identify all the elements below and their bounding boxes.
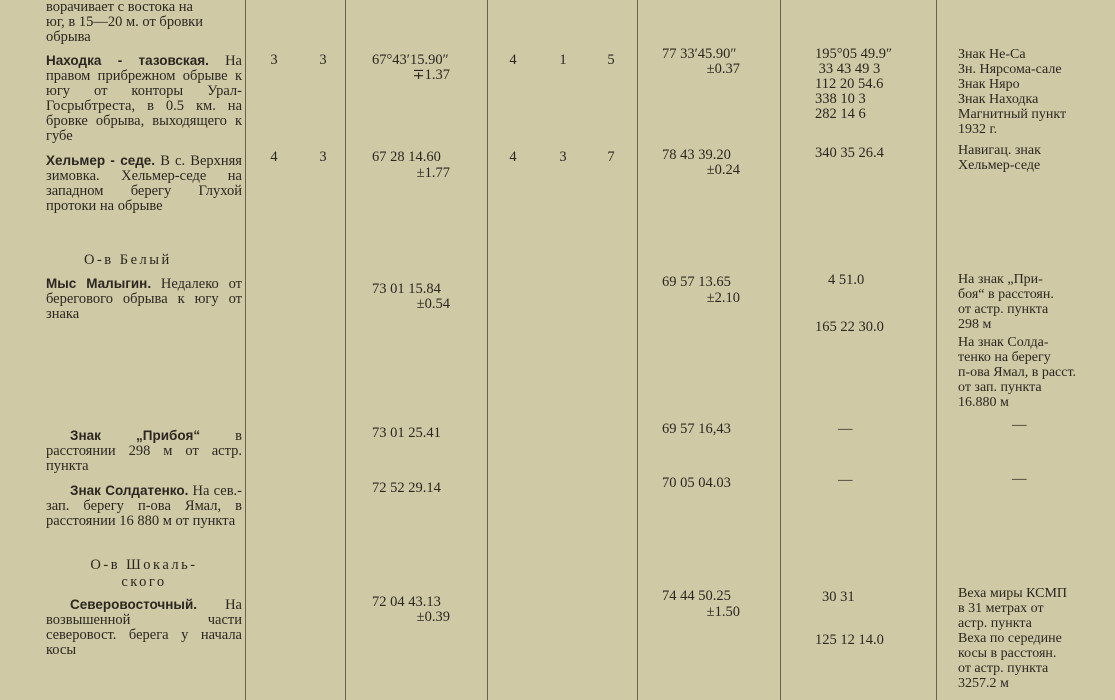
azimuth: 125 12 14.0 [815,632,884,648]
longitude-error: ±1.50 [706,604,740,620]
latitude-error: ±1.77 [416,165,450,181]
note-dash: — [1012,471,1027,487]
section-heading: О-в Шокаль- ского [90,557,198,590]
cell-c6: 7 [607,149,615,165]
latitude: 73 01 15.84 [372,281,441,297]
station-name: Находка - тазовская. [46,53,209,68]
cell-c5: 1 [559,52,567,68]
latitude: 67°43′15.90″ [372,52,449,68]
note: Навигац. знак Хельмер-седе [958,143,1041,173]
station-description: Знак „Прибоя“ в расстоянии 298 м от астр. пункта [46,428,242,474]
latitude: 67 28 14.60 [372,149,441,165]
longitude: 74 44 50.25 [662,588,731,604]
station-description: Находка - тазовская. На правом прибрежном обрыве к югу от конторы Урал-Госрыбтреста, в 0.5 км. на бровке обрыва, выходящего к губе [46,53,242,144]
column-rule [487,0,488,700]
longitude-error: ±0.24 [706,162,740,178]
cell-c5: 3 [559,149,567,165]
section-heading: О-в Белый [84,252,172,268]
cell-c2: 3 [319,52,327,68]
azimuth: 4 51.0 [828,272,865,288]
latitude: 72 52 29.14 [372,480,441,496]
station-name: Хельмер - седе. [46,153,156,168]
station-description: Мыс Малыгин. Недалеко от берегового обрыва к югу от знака [46,276,242,322]
station-description: Хельмер - седе. В с. Верхняя зимовка. Хельмер-седе на западном берегу Глухой протоки на обрыве [46,153,242,214]
note-dash: — [1012,417,1027,433]
station-description: Знак Солдатенко. На сев.-зап. берегу п-ова Ямал, в расстоянии 16 880 м от пункта [46,483,242,529]
column-rule [780,0,781,700]
longitude: 77 33′45.90″ [662,46,737,62]
latitude: 73 01 25.41 [372,425,441,441]
azimuth: 165 22 30.0 [815,319,884,335]
cell-c4: 4 [509,149,517,165]
top-fragment-text: ворачивает с востока на юг, в 15—20 м. от бровки обрыва [46,0,203,45]
latitude: 72 04 43.13 [372,594,441,610]
note: Веха миры КСМП в 31 метрах от астр. пункта [958,586,1068,631]
cell-c4: 4 [509,52,517,68]
azimuths: 340 35 26.4 [815,145,884,161]
longitude: 69 57 13.65 [662,274,731,290]
station-name: Знак Солдатенко. [70,483,189,498]
longitude: 70 05 04.03 [662,475,731,491]
column-rule [245,0,246,700]
longitude: 69 57 16,43 [662,421,731,437]
station-name: Мыс Малыгин. [46,276,152,291]
cell-c2: 3 [319,149,327,165]
longitude: 78 43 39.20 [662,147,731,163]
cell-c1: 4 [270,149,278,165]
longitude-error: ±0.37 [706,61,740,77]
latitude-error: ±0.54 [416,296,450,312]
station-name: Северовосточный. [70,597,197,612]
station-name: Знак „Прибоя“ [70,428,201,443]
column-rule [345,0,346,700]
azimuth-dash: — [838,472,853,488]
cell-c6: 5 [607,52,615,68]
note: Веха по середине косы в расстоян. от астр. пункта 3257.2 м [958,631,1062,691]
azimuth: 30 31 [822,589,855,605]
note: На знак „При- боя“ в расстоян. от астр. пункта 298 м [958,272,1054,332]
azimuth-dash: — [838,421,853,437]
note: Знак Не-Са Зн. Нярсома-сале Знак Няро Знак Находка Магнитный пункт 1932 г. [958,47,1067,137]
azimuths: 195°05 49.9″ 33 43 49 3 112 20 54.6 338 10 3 282 14 6 [815,46,893,122]
column-rule [936,0,937,700]
cell-c1: 3 [270,52,278,68]
longitude-error: ±2.10 [706,290,740,306]
station-description: Северовосточный. На возвышенной части северовост. берега у начала косы [46,597,242,658]
note: На знак Солда- тенко на берегу п-ова Ямал, в расст. от зап. пункта 16.880 м [958,335,1077,410]
column-rule [637,0,638,700]
latitude-error: ±0.39 [416,609,450,625]
latitude-error: ∓1.37 [412,67,450,83]
